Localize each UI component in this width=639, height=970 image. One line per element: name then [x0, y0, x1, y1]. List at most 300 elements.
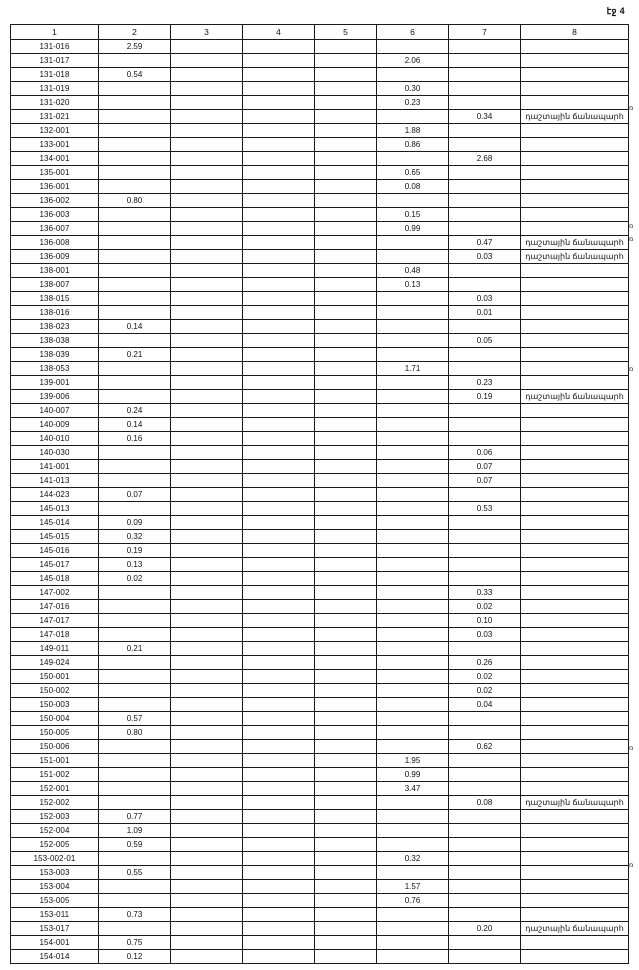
- column-header-1: 1: [11, 25, 99, 40]
- parcel-code-cell: 151-002: [11, 768, 99, 782]
- value-cell-6: [377, 404, 449, 418]
- value-cell-7: 0.05: [449, 334, 521, 348]
- value-cell-4: [243, 348, 315, 362]
- table-row: [11, 250, 629, 264]
- table-row: [11, 222, 629, 236]
- column-header-8: 8: [521, 25, 629, 40]
- value-cell-5: [315, 292, 377, 306]
- value-cell-7: 0.03: [449, 628, 521, 642]
- value-cell-3: [171, 572, 243, 586]
- value-cell-7: [449, 208, 521, 222]
- parcel-code-cell: 152-001: [11, 782, 99, 796]
- value-cell-7: [449, 782, 521, 796]
- table-row: [11, 740, 629, 754]
- value-cell-7: 0.07: [449, 474, 521, 488]
- parcel-code-cell: 138-015: [11, 292, 99, 306]
- value-cell-7: 0.26: [449, 656, 521, 670]
- note-cell: [521, 530, 629, 544]
- value-cell-5: [315, 194, 377, 208]
- parcel-code-cell: 136-007: [11, 222, 99, 236]
- value-cell-2: 0.32: [99, 530, 171, 544]
- value-cell-7: [449, 194, 521, 208]
- value-cell-5: [315, 278, 377, 292]
- table-body: [11, 25, 629, 964]
- page-number-label: էջ 4: [606, 6, 625, 16]
- parcel-code-cell: 152-004: [11, 824, 99, 838]
- value-cell-3: [171, 726, 243, 740]
- table-row: [11, 54, 629, 68]
- value-cell-2: 0.59: [99, 838, 171, 852]
- table-row: [11, 446, 629, 460]
- value-cell-7: [449, 96, 521, 110]
- note-cell: [521, 68, 629, 82]
- value-cell-4: [243, 40, 315, 54]
- value-cell-4: [243, 894, 315, 908]
- value-cell-4: [243, 54, 315, 68]
- land-parcel-table-container: [10, 24, 628, 964]
- value-cell-4: [243, 222, 315, 236]
- value-cell-5: [315, 180, 377, 194]
- margin-note: ռ: [629, 235, 634, 243]
- value-cell-5: [315, 152, 377, 166]
- table-row: [11, 824, 629, 838]
- value-cell-2: 0.21: [99, 348, 171, 362]
- value-cell-3: [171, 110, 243, 124]
- value-cell-7: [449, 824, 521, 838]
- value-cell-3: [171, 586, 243, 600]
- note-cell: [521, 712, 629, 726]
- value-cell-5: [315, 516, 377, 530]
- value-cell-5: [315, 138, 377, 152]
- value-cell-2: [99, 250, 171, 264]
- value-cell-7: 2.68: [449, 152, 521, 166]
- value-cell-3: [171, 530, 243, 544]
- value-cell-4: [243, 530, 315, 544]
- value-cell-2: [99, 768, 171, 782]
- note-cell: [521, 586, 629, 600]
- value-cell-4: [243, 572, 315, 586]
- table-row: [11, 138, 629, 152]
- value-cell-3: [171, 880, 243, 894]
- table-row: [11, 292, 629, 306]
- value-cell-6: [377, 656, 449, 670]
- value-cell-3: [171, 390, 243, 404]
- table-row: [11, 866, 629, 880]
- value-cell-2: [99, 600, 171, 614]
- table-row: [11, 656, 629, 670]
- value-cell-7: 0.23: [449, 376, 521, 390]
- value-cell-7: [449, 180, 521, 194]
- table-row: [11, 432, 629, 446]
- column-header-2: 2: [99, 25, 171, 40]
- parcel-code-cell: 140-010: [11, 432, 99, 446]
- table-row: [11, 306, 629, 320]
- value-cell-3: [171, 866, 243, 880]
- value-cell-6: [377, 194, 449, 208]
- value-cell-2: 0.12: [99, 950, 171, 964]
- parcel-code-cell: 136-003: [11, 208, 99, 222]
- value-cell-2: 0.24: [99, 404, 171, 418]
- note-cell: [521, 40, 629, 54]
- value-cell-4: [243, 768, 315, 782]
- value-cell-2: [99, 922, 171, 936]
- table-row: [11, 908, 629, 922]
- value-cell-2: [99, 656, 171, 670]
- value-cell-7: [449, 54, 521, 68]
- table-row: [11, 754, 629, 768]
- value-cell-6: 0.30: [377, 82, 449, 96]
- note-cell: [521, 306, 629, 320]
- value-cell-7: 0.47: [449, 236, 521, 250]
- note-cell: [521, 894, 629, 908]
- table-row: [11, 334, 629, 348]
- note-cell: [521, 54, 629, 68]
- value-cell-4: [243, 796, 315, 810]
- value-cell-7: [449, 950, 521, 964]
- value-cell-5: [315, 54, 377, 68]
- margin-note: ռ: [629, 222, 634, 230]
- value-cell-5: [315, 656, 377, 670]
- note-cell: [521, 558, 629, 572]
- note-cell: [521, 460, 629, 474]
- value-cell-3: [171, 642, 243, 656]
- value-cell-4: [243, 558, 315, 572]
- value-cell-7: [449, 544, 521, 558]
- value-cell-4: [243, 460, 315, 474]
- value-cell-7: [449, 642, 521, 656]
- value-cell-7: [449, 558, 521, 572]
- table-row: [11, 628, 629, 642]
- value-cell-3: [171, 488, 243, 502]
- parcel-code-cell: 150-004: [11, 712, 99, 726]
- value-cell-5: [315, 166, 377, 180]
- value-cell-7: [449, 124, 521, 138]
- value-cell-4: [243, 712, 315, 726]
- parcel-code-cell: 141-001: [11, 460, 99, 474]
- value-cell-4: [243, 838, 315, 852]
- value-cell-7: [449, 516, 521, 530]
- value-cell-2: 0.57: [99, 712, 171, 726]
- value-cell-6: [377, 292, 449, 306]
- note-cell: [521, 908, 629, 922]
- value-cell-2: [99, 138, 171, 152]
- note-cell: [521, 516, 629, 530]
- value-cell-2: 0.77: [99, 810, 171, 824]
- value-cell-2: [99, 54, 171, 68]
- value-cell-5: [315, 306, 377, 320]
- parcel-code-cell: 138-007: [11, 278, 99, 292]
- value-cell-2: [99, 586, 171, 600]
- value-cell-6: 1.95: [377, 754, 449, 768]
- table-row: [11, 810, 629, 824]
- value-cell-6: 0.23: [377, 96, 449, 110]
- value-cell-5: [315, 404, 377, 418]
- value-cell-2: [99, 446, 171, 460]
- note-cell: [521, 278, 629, 292]
- value-cell-4: [243, 600, 315, 614]
- value-cell-3: [171, 558, 243, 572]
- value-cell-4: [243, 474, 315, 488]
- value-cell-4: [243, 446, 315, 460]
- value-cell-3: [171, 628, 243, 642]
- value-cell-3: [171, 96, 243, 110]
- value-cell-5: [315, 908, 377, 922]
- note-cell: [521, 152, 629, 166]
- value-cell-7: [449, 880, 521, 894]
- value-cell-6: [377, 446, 449, 460]
- note-cell: [521, 180, 629, 194]
- value-cell-7: 0.04: [449, 698, 521, 712]
- note-cell: [521, 656, 629, 670]
- note-cell: [521, 432, 629, 446]
- value-cell-5: [315, 502, 377, 516]
- value-cell-7: 0.62: [449, 740, 521, 754]
- value-cell-7: 0.02: [449, 600, 521, 614]
- parcel-code-cell: 133-001: [11, 138, 99, 152]
- value-cell-2: 0.13: [99, 558, 171, 572]
- value-cell-6: 1.88: [377, 124, 449, 138]
- value-cell-7: [449, 852, 521, 866]
- value-cell-6: [377, 866, 449, 880]
- margin-note: ռ: [629, 105, 634, 113]
- parcel-code-cell: 145-015: [11, 530, 99, 544]
- parcel-code-cell: 153-017: [11, 922, 99, 936]
- value-cell-6: [377, 516, 449, 530]
- value-cell-7: 0.07: [449, 460, 521, 474]
- parcel-code-cell: 134-001: [11, 152, 99, 166]
- value-cell-3: [171, 446, 243, 460]
- value-cell-7: [449, 166, 521, 180]
- parcel-code-cell: 150-002: [11, 684, 99, 698]
- value-cell-6: [377, 390, 449, 404]
- value-cell-6: [377, 488, 449, 502]
- value-cell-3: [171, 334, 243, 348]
- value-cell-3: [171, 460, 243, 474]
- value-cell-4: [243, 740, 315, 754]
- parcel-code-cell: 152-002: [11, 796, 99, 810]
- parcel-code-cell: 147-018: [11, 628, 99, 642]
- value-cell-3: [171, 54, 243, 68]
- value-cell-4: [243, 362, 315, 376]
- parcel-code-cell: 131-018: [11, 68, 99, 82]
- value-cell-4: [243, 880, 315, 894]
- table-row: [11, 320, 629, 334]
- value-cell-4: [243, 810, 315, 824]
- parcel-code-cell: 139-001: [11, 376, 99, 390]
- value-cell-4: [243, 96, 315, 110]
- value-cell-3: [171, 292, 243, 306]
- value-cell-4: [243, 194, 315, 208]
- value-cell-6: [377, 628, 449, 642]
- value-cell-3: [171, 782, 243, 796]
- value-cell-7: [449, 278, 521, 292]
- value-cell-6: [377, 810, 449, 824]
- value-cell-4: [243, 306, 315, 320]
- parcel-code-cell: 154-014: [11, 950, 99, 964]
- table-row: [11, 586, 629, 600]
- value-cell-6: [377, 502, 449, 516]
- value-cell-7: [449, 838, 521, 852]
- value-cell-3: [171, 600, 243, 614]
- value-cell-2: [99, 208, 171, 222]
- table-row: [11, 936, 629, 950]
- table-row: [11, 894, 629, 908]
- value-cell-7: 0.02: [449, 684, 521, 698]
- value-cell-4: [243, 152, 315, 166]
- value-cell-6: 0.99: [377, 222, 449, 236]
- note-cell: դաշտային ճանապարհ: [521, 250, 629, 264]
- table-row: [11, 782, 629, 796]
- table-row: [11, 516, 629, 530]
- note-cell: [521, 264, 629, 278]
- table-row: [11, 404, 629, 418]
- value-cell-3: [171, 684, 243, 698]
- value-cell-6: [377, 558, 449, 572]
- value-cell-5: [315, 348, 377, 362]
- note-cell: [521, 642, 629, 656]
- value-cell-6: 0.48: [377, 264, 449, 278]
- parcel-code-cell: 147-002: [11, 586, 99, 600]
- note-cell: [521, 208, 629, 222]
- value-cell-7: 0.08: [449, 796, 521, 810]
- value-cell-4: [243, 166, 315, 180]
- parcel-code-cell: 150-003: [11, 698, 99, 712]
- value-cell-5: [315, 936, 377, 950]
- value-cell-7: 0.10: [449, 614, 521, 628]
- value-cell-3: [171, 320, 243, 334]
- parcel-code-cell: 136-008: [11, 236, 99, 250]
- value-cell-6: 0.65: [377, 166, 449, 180]
- value-cell-2: [99, 124, 171, 138]
- table-row: [11, 278, 629, 292]
- parcel-code-cell: 152-005: [11, 838, 99, 852]
- value-cell-6: [377, 838, 449, 852]
- value-cell-5: [315, 796, 377, 810]
- parcel-code-cell: 153-004: [11, 880, 99, 894]
- value-cell-5: [315, 530, 377, 544]
- note-cell: [521, 446, 629, 460]
- parcel-code-cell: 153-003: [11, 866, 99, 880]
- margin-note: ռ: [629, 862, 634, 870]
- value-cell-2: [99, 474, 171, 488]
- parcel-code-cell: 145-016: [11, 544, 99, 558]
- table-row: [11, 474, 629, 488]
- note-cell: [521, 474, 629, 488]
- value-cell-4: [243, 264, 315, 278]
- note-cell: [521, 502, 629, 516]
- value-cell-6: [377, 334, 449, 348]
- value-cell-4: [243, 320, 315, 334]
- note-cell: [521, 572, 629, 586]
- parcel-code-cell: 138-023: [11, 320, 99, 334]
- table-row: [11, 348, 629, 362]
- value-cell-5: [315, 712, 377, 726]
- value-cell-3: [171, 670, 243, 684]
- note-cell: [521, 614, 629, 628]
- parcel-code-cell: 153-002-01: [11, 852, 99, 866]
- value-cell-2: 0.14: [99, 320, 171, 334]
- table-row: [11, 726, 629, 740]
- value-cell-6: [377, 544, 449, 558]
- value-cell-6: [377, 614, 449, 628]
- value-cell-7: [449, 572, 521, 586]
- land-parcel-table: [10, 24, 629, 964]
- table-row: [11, 642, 629, 656]
- parcel-code-cell: 153-011: [11, 908, 99, 922]
- value-cell-3: [171, 152, 243, 166]
- note-cell: [521, 866, 629, 880]
- table-row: [11, 838, 629, 852]
- value-cell-5: [315, 922, 377, 936]
- table-row: [11, 796, 629, 810]
- value-cell-3: [171, 614, 243, 628]
- value-cell-4: [243, 334, 315, 348]
- value-cell-4: [243, 614, 315, 628]
- value-cell-2: 0.75: [99, 936, 171, 950]
- value-cell-2: [99, 614, 171, 628]
- note-cell: [521, 726, 629, 740]
- value-cell-5: [315, 68, 377, 82]
- parcel-code-cell: 140-007: [11, 404, 99, 418]
- value-cell-2: [99, 754, 171, 768]
- table-row: [11, 460, 629, 474]
- parcel-code-cell: 138-016: [11, 306, 99, 320]
- value-cell-3: [171, 950, 243, 964]
- value-cell-5: [315, 418, 377, 432]
- note-cell: [521, 488, 629, 502]
- value-cell-2: 0.14: [99, 418, 171, 432]
- value-cell-2: [99, 460, 171, 474]
- parcel-code-cell: 131-020: [11, 96, 99, 110]
- note-cell: [521, 838, 629, 852]
- value-cell-5: [315, 768, 377, 782]
- parcel-code-cell: 147-016: [11, 600, 99, 614]
- value-cell-5: [315, 208, 377, 222]
- value-cell-2: [99, 880, 171, 894]
- value-cell-6: [377, 418, 449, 432]
- table-row: [11, 530, 629, 544]
- value-cell-3: [171, 894, 243, 908]
- table-row: [11, 362, 629, 376]
- value-cell-6: 3.47: [377, 782, 449, 796]
- value-cell-6: [377, 236, 449, 250]
- value-cell-6: [377, 600, 449, 614]
- value-cell-4: [243, 68, 315, 82]
- value-cell-7: [449, 68, 521, 82]
- value-cell-5: [315, 950, 377, 964]
- value-cell-2: 0.55: [99, 866, 171, 880]
- table-row: [11, 488, 629, 502]
- value-cell-4: [243, 250, 315, 264]
- value-cell-2: [99, 306, 171, 320]
- value-cell-3: [171, 180, 243, 194]
- column-header-4: 4: [243, 25, 315, 40]
- value-cell-6: 0.15: [377, 208, 449, 222]
- value-cell-6: [377, 698, 449, 712]
- value-cell-4: [243, 754, 315, 768]
- value-cell-5: [315, 698, 377, 712]
- value-cell-7: [449, 726, 521, 740]
- value-cell-2: 0.54: [99, 68, 171, 82]
- value-cell-7: [449, 768, 521, 782]
- value-cell-5: [315, 852, 377, 866]
- value-cell-5: [315, 320, 377, 334]
- note-cell: [521, 404, 629, 418]
- value-cell-3: [171, 278, 243, 292]
- value-cell-7: [449, 264, 521, 278]
- value-cell-2: [99, 166, 171, 180]
- value-cell-2: [99, 362, 171, 376]
